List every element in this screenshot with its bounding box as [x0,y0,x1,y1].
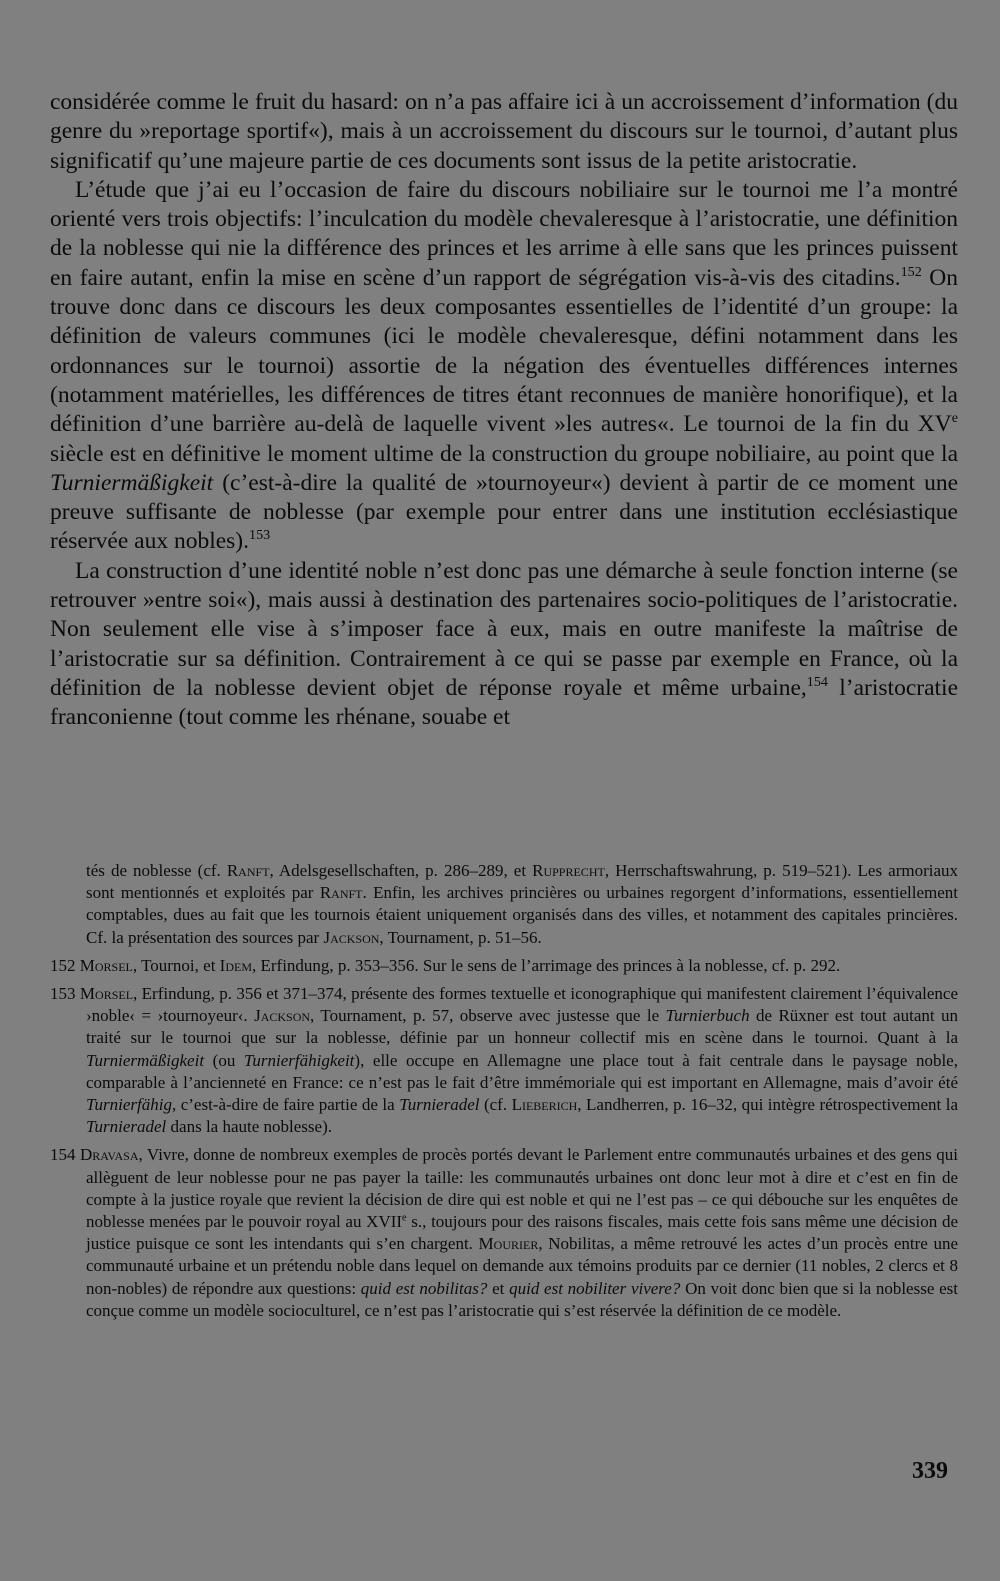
text-run: On trouve donc dans ce discours les deux composantes essentielles de l’identité d’un groupe: la définition de valeurs communes (ici le modèle chevaleresque, défini notamment dans les ordonnances sur le tournoi) assortie de la négation des éventuelles différences internes (notamment matérielles, les différences de titres étant reconnues de manière honorifique), et la définition d’une barrière au-delà de laquelle vivent »les autres«. Le tournoi de la fin du XV [50,264,958,438]
text-run: tés de noblesse (cf. [86,861,227,880]
italic-text: Turnierbuch [665,1006,750,1026]
author-name: Morsel [79,955,133,975]
text-run: et [487,1278,510,1298]
footnote-continuation [50,860,958,949]
italic-text: Turniermäßigkeit [86,1050,205,1070]
text-run: , Tournament, p. 57, observe avec justesse que le [310,1006,666,1026]
text-run: On voit donc bien que si la noblesse est conçue comme un modèle socioculturel, ce n’est pas l’aristocratie qui s’est réservée la définition de ce modèle. [86,1278,958,1320]
page-number: 339 [912,1458,948,1484]
paragraph-2 [50,176,958,557]
text-run: (c’est-à-dire la qualité de »tournoyeur«) devient à partir de ce moment une preuve suffisante de noblesse (par exemple pour entrer dans une institution ecclésiastique réservée aux nobles). [50,469,958,555]
text-run: , Herrschaftswahrung, p. 519–521). Les armoriaux sont mentionnés et exploités par [86,861,959,903]
text-run: , Adelsgesellschaften, p. 286–289, et [269,861,533,880]
text-run: , Erfindung, p. 353–356. Sur le sens de l’arrimage des princes à la noblesse, cf. p. 292. [252,955,841,975]
footnote-152 [50,955,958,977]
author-name: Lieberich [511,1095,578,1115]
footnote-text [80,956,841,975]
footnote-text [80,1145,958,1319]
author-name: Morsel [79,984,134,1004]
text-run: La construction d’une identité noble n’est donc pas une démarche à seule fonction interne (se retrouver »entre soi«), mais aussi à destination des partenaires socio-politiques de l’aristocratie. Non seulement elle vise à s’imposer face à eux, mais en outre manifeste la maîtrise de l’aristocratie sur sa définition. Contrairement à ce qui se passe par exemple en France, où la définition de la noblesse devient objet de réponse royale et même urbaine, [50,557,958,701]
text-run: , Erfindung, p. 356 et 371–374, présente des formes textuelle et iconographique qui manifestent clairement l’équivalence ›noble‹ = ›tournoyeur‹. [86,984,958,1026]
author-name: Dravasa [79,1145,139,1165]
superscript: 153 [249,527,271,544]
text-run: , Vivre, donne de nombreux exemples de procès portés devant le Parlement entre communautés urbaines et des gens qui allèguent de leur noblesse pour ne pas payer la taille: les communautés urbaines ont donc leur mot à dire et c’est en fin de compte à la justice royale que revient la décision de dire qui est noble et qui ne l’est pas – ce qui débouche sur les enquêtes de noblesse menées par le pouvoir royal au XVII [86,1145,958,1232]
text-run: , Tournoi, et [132,955,220,975]
italic-text: Turniermäßigkeit [50,469,214,496]
author-name: Mourier [478,1234,539,1254]
footnote-number: 154 [50,1145,76,1165]
text-run: (ou [204,1050,244,1070]
italic-text: Turnierfähig [86,1095,172,1115]
text-run: . Enfin, les archives princières ou urbaines regorgent d’informations, essentiellement comptables, dues au fait que les tournois étaient uniquement organisés dans des villes, et notamment des capitales princières. Cf. la présentation des sources par [86,883,958,947]
text-run: de Rüxner est tout autant un traité sur le tournoi que sur la noblesse, définie par un honneur collectif mis en scène dans le tournoi. Quant à la [86,1006,959,1048]
superscript: e [402,1212,407,1224]
text-run: s., toujours pour des raisons fiscales, mais cette fois sans même une décision de justice puisque ce sont les intendants qui s’en chargent. [86,1212,958,1254]
author-name: Idem [219,955,252,975]
text-run: considérée comme le fruit du hasard: on n’a pas affaire ici à un accroissement d’information (du genre du »reportage sportif«), mais à un accroissement du discours sur le tournoi, d’autant plus significatif qu’une majeure partie de ces documents sont issus de la petite aristocratie. [50,89,958,174]
text-run: dans la haute noblesse). [166,1117,332,1137]
footnote-number: 153 [50,984,76,1004]
author-name: Ranft [319,883,363,903]
text-run: L’étude que j’ai eu l’occasion de faire du discours nobiliaire sur le tournoi me l’a montré orienté vers trois objectifs: l’inculcation du modèle chevaleresque à l’aristocratie, une définition de la noblesse qui nie la différence des princes et les arrime à elle sans que les princes puissent en faire autant, enfin la mise en scène d’un rapport de ségrégation vis-à-vis des citadins. [50,176,958,291]
author-name: Jackson [323,927,380,947]
text-run: l’aristocratie franconienne (tout comme les rhénane, souabe et [50,674,958,731]
main-text [50,88,958,733]
text-run: , Landherren, p. 16–32, qui intègre rétrospectivement la [577,1095,958,1115]
footnotes [50,860,958,1322]
paragraph-3 [50,557,958,733]
footnote-153 [50,983,958,1138]
author-name: Jackson [254,1006,311,1026]
footnote-text [80,984,958,1136]
superscript: 152 [900,263,922,280]
paragraph-1 [50,88,958,176]
footnote-number: 152 [50,955,76,975]
author-name: Rupprecht [532,861,605,880]
text-run: ), elle occupe en Allemagne une place tout à fait centrale dans le paysage noble, comparable à l’ancienneté en France: ce n’est pas le fait d’être immémoriale qui est important en Allemagne, mais d’avoir été [86,1050,958,1092]
italic-text: Turnieradel [86,1117,167,1137]
italic-text: quid est nobilitas? [360,1278,488,1298]
text-run: , Tournament, p. 51–56. [379,927,542,947]
superscript: 154 [806,674,828,691]
text-run: , Nobilitas, a même retrouvé les actes d’un procès entre une communauté urbaine et un prétendu noble dans lequel on demande aux témoins produits par ce dernier (11 nobles, 2 clercs et 8 non-nobles) de répondre aux questions: [86,1234,958,1298]
author-name: Ranft [226,861,270,880]
text-run: (cf. [479,1095,512,1115]
footnote-154 [50,1144,958,1322]
italic-text: quid est nobiliter vivere? [509,1278,681,1298]
italic-text: Turnieradel [399,1095,480,1115]
italic-text: Turnierfähigkeit [243,1050,355,1070]
superscript: e [951,410,958,427]
text-run: , c’est-à-dire de faire partie de la [171,1095,400,1115]
text-run: siècle est en définitive le moment ultime de la construction du groupe nobiliaire, au point que la [50,440,958,467]
